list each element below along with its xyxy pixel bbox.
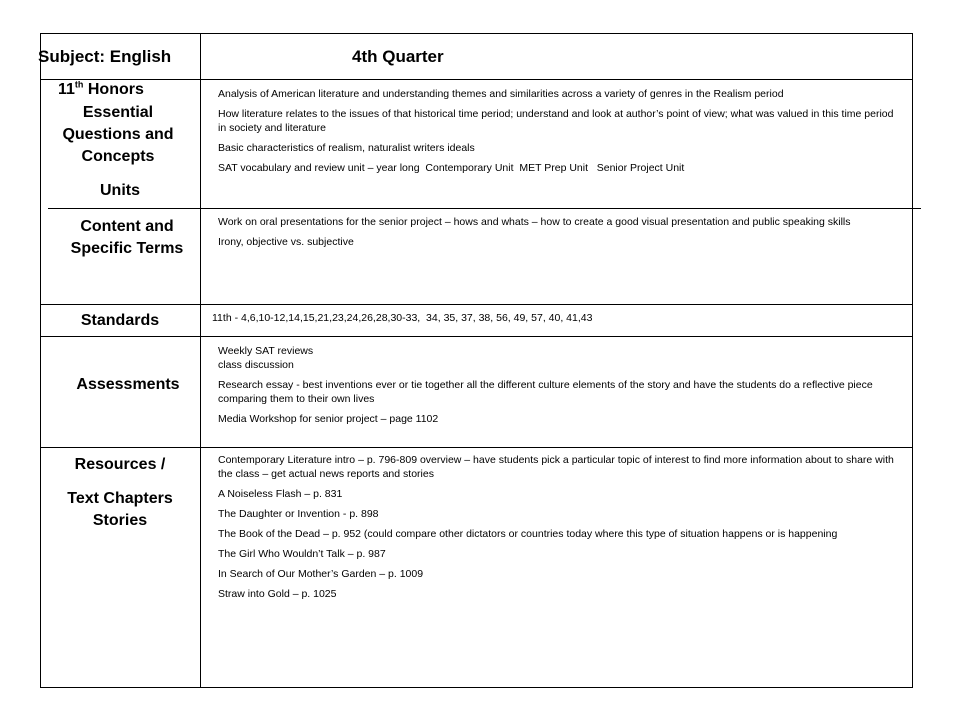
- units-text: SAT vocabulary and review unit – year long Contemporary Unit MET Prep Unit Senior Project Unit: [218, 162, 685, 174]
- row-divider-assessments: [40, 336, 913, 337]
- assessment-item: Weekly SAT reviews: [218, 345, 314, 357]
- subject-title: Subject: English: [38, 47, 172, 66]
- assessment-item: class discussion: [218, 359, 294, 371]
- assessment-item: Research essay - best inventions ever or tie together all the different culture elements of the story and have the students do a reflective piece comparing them to their own lives: [218, 379, 873, 405]
- resources-cell: [218, 453, 900, 607]
- course-ordinal: th: [74, 79, 84, 90]
- resource-item: The Book of the Dead – p. 952 (could compare other dictators or countries today where this type of situation happens or is happening: [218, 528, 838, 540]
- essential-item: Basic characteristics of realism, naturalist writers ideals: [218, 142, 475, 154]
- row-divider-resources: [40, 447, 913, 448]
- content-terms-cell: [218, 215, 900, 255]
- resource-item: In Search of Our Mother’s Garden – p. 1009: [218, 568, 424, 580]
- quarter-title: 4th Quarter: [352, 47, 444, 66]
- essential-questions-cell: [218, 87, 900, 175]
- resource-item: The Daughter or Invention - p. 898: [218, 508, 379, 520]
- essential-item: How literature relates to the issues of that historical time period; understand and look at author’s point of view; what was valued in this time period in society and literature: [218, 108, 894, 134]
- course-number: 11: [58, 81, 75, 98]
- essential-item: Analysis of American literature and understanding themes and similarities across a variety of genres in the Realism period: [218, 88, 784, 100]
- standards-label: Standards: [80, 312, 160, 329]
- resources-label: Resources /: [74, 456, 166, 473]
- row-divider-units: [48, 208, 921, 209]
- course-honors: Honors: [83, 81, 144, 98]
- content-item: Work on oral presentations for the senior project – hows and whats – how to create a good visual presentation and public speaking skills: [218, 216, 851, 228]
- content-terms-label: Content and Specific Terms: [70, 218, 184, 257]
- standards-cell: 11th - 4,6,10-12,14,15,21,23,24,26,28,30-33, 34, 35, 37, 38, 56, 49, 57, 40, 41,43: [212, 312, 593, 324]
- text-chapters-label: Text Chapters Stories: [67, 490, 173, 529]
- assessments-label: Assessments: [76, 376, 180, 393]
- content-item: Irony, objective vs. subjective: [218, 236, 354, 248]
- assessment-item: Media Workshop for senior project – page 1102: [218, 413, 439, 425]
- resource-item: Straw into Gold – p. 1025: [218, 588, 337, 600]
- resource-item: A Noiseless Flash – p. 831: [218, 488, 343, 500]
- row-divider-header: [40, 79, 913, 80]
- essential-questions-label: Essential Questions and Concepts: [62, 104, 174, 165]
- row-divider-standards: [40, 304, 913, 305]
- units-label: Units: [100, 182, 140, 199]
- assessments-cell: [218, 344, 900, 432]
- column-divider: [200, 33, 201, 688]
- resource-item: Contemporary Literature intro – p. 796-809 overview – have students pick a particular topic of interest to find more information about to share with the class – get actual news reports and stories: [218, 454, 894, 480]
- course-label: [58, 80, 168, 100]
- resource-item: The Girl Who Wouldn’t Talk – p. 987: [218, 548, 386, 560]
